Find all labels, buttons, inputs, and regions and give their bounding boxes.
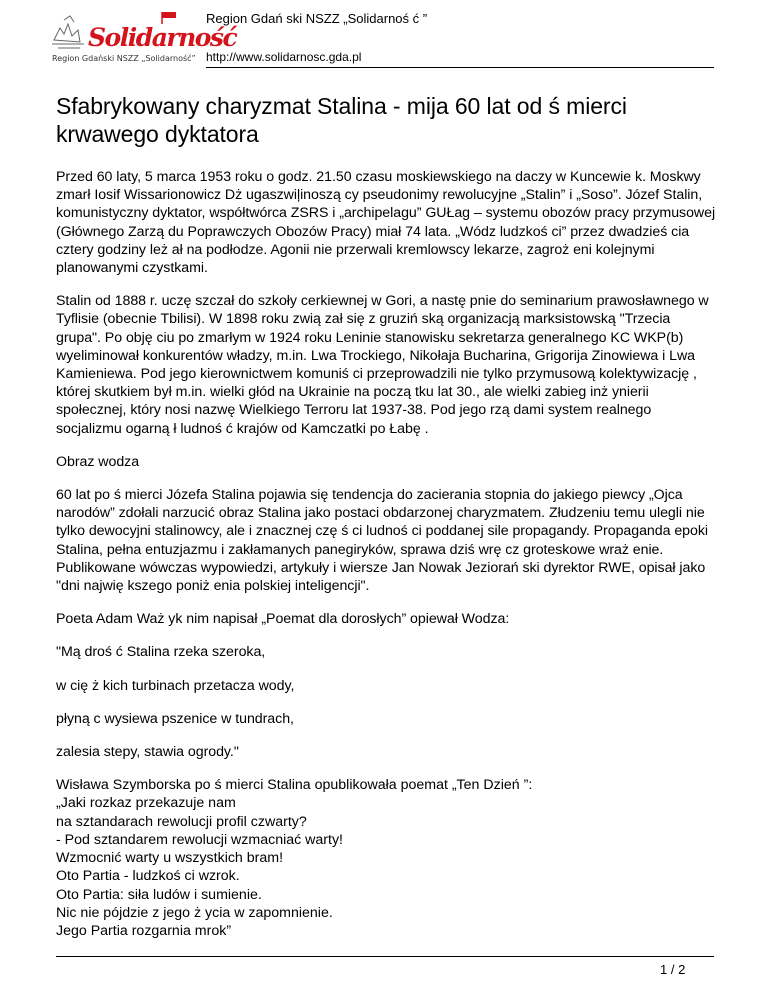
- paragraph: Przed 60 laty, 5 marca 1953 roku o godz. 21.50 czasu moskiewskiego na daczy w Kuncewie k. Moskwy zmarł Iosif Wissarionowicz Dż ugaszwiļinoszą cy pseudonimy rewolucyjne „Stalin” i „Soso”. Józef Stalin, komunistyczny dyktator, współtwórca ZSRS i „archipelagu” GUŁag – systemu obozów pracy przymusowej (Głównego Zarzą du Poprawczych Obozów Pracy) miał 74 lata. „Wódz ludzkoś ci” przez dwadzieś cia cztery godziny leż ał na podłodze. Agonii nie przerwali kremlowscy lekarze, zagroż eni kolejnymi planowanymi czystkami.: [56, 169, 716, 277]
- poem-line: "Mą droś ć Stalina rzeka szeroka,: [56, 644, 266, 661]
- site-url-link[interactable]: http://www.solidarnosc.gda.pl: [206, 50, 362, 64]
- poem-line: Wisława Szymborska po ś mierci Stalina opublikowała poemat „Ten Dzień ”:: [56, 777, 533, 794]
- poem-line: płyną c wysiewa pszenice w tundrach,: [56, 710, 294, 727]
- poem-line: Jego Partia rozgarnia mrok”: [56, 922, 232, 939]
- article-title: Sfabrykowany charyzmat Stalina - mija 60 lat od ś mierci krwawego dyktatora: [56, 93, 627, 147]
- poem-line: Wzmocnić warty u wszystkich bram!: [56, 850, 284, 867]
- poem-line: - Pod sztandarem rewolucji wzmacniać warty!: [56, 831, 343, 848]
- poem-line: Oto Partia: siła ludów i sumienie.: [56, 886, 262, 903]
- page-header: [0, 0, 768, 70]
- emblem-icon: [52, 16, 84, 48]
- page-number: 1 / 2: [660, 962, 686, 977]
- poem-line: na sztandarach rewolucji profil czwarty?: [56, 813, 307, 830]
- site-title: Region Gdań ski NSZZ „Solidarnoś ć ”: [206, 11, 428, 26]
- footer-divider: [56, 956, 714, 957]
- paragraph: Stalin od 1888 r. uczę szczał do szkoły cerkiewnej w Gori, a nastę pnie do seminarium prawosławnego w Tyflisie (obecnie Tbilisi). W 1898 roku zwią zał się z gruziń ską organizacją marksistowską "Trzecia grupa". Po obję ciu po zmarłym w 1924 roku Leninie stanowisku sekretarza generalnego KC WKP(b) wyeliminował konkurentów władzy, m.in. Lwa Trockiego, Nikołaja Bucharina, Grigorija Zinowiewa i Lwa Kamieniewa. Pod jego kierownictwem komuniś ci przeprowadzili nie tylko przymusową kolektywizację , której skutkiem był m.in. wielki głód na Ukrainie na począ tku lat 30., ale wielki zabieg inż ynierii społecznej, który nosi nazwę Wielkiego Terroru lat 1937-38. Pod jego rzą dami system realnego socjalizmu ogarną ł ludnoś ć krajów od Kamczatki po Łabę .: [56, 293, 709, 437]
- logo-subtitle: Region Gdański NSZZ „Solidarność”: [52, 54, 196, 63]
- header-divider: [206, 67, 714, 68]
- poem-line: w cię ż kich turbinach przetacza wody,: [56, 677, 295, 694]
- section-heading: Obraz wodza: [56, 453, 140, 470]
- poem-line: zalesia stepy, stawia ogrody.": [56, 744, 239, 761]
- szymborska-poem: [56, 776, 716, 940]
- poem-line: Oto Partia - ludzkoś ci wzrok.: [56, 868, 240, 885]
- paragraph: 60 lat po ś mierci Józefa Stalina pojawia się tendencja do zacierania stopnia do jakiego piewcy „Ojca narodów” zdołali narzucić obraz Stalina jako postaci obdarzonej charyzmatem. Złudzeniu temu ulegli nie tylko dewocyjni stalinowcy, ale i znacznej czę ś ci ludnoś ci poddanej sile propagandy. Propaganda epoki Stalina, pełna entuzjazmu i zakłamanych panegiryków, sprawa dziś wrę cz groteskowe wraż enie. Publikowane wówczas wypowiedzi, artykuły i wiersze Jan Nowak Jeziorań ski dyrektor RWE, opisał jako "dni najwię kszego poniż enia polskiej inteligencji".: [56, 487, 709, 595]
- logo-wordmark: Solidarność: [88, 23, 237, 52]
- paragraph: Poeta Adam Waż yk nim napisał „Poemat dla dorosłych” opiewał Wodza:: [56, 611, 510, 628]
- poem-line: „Jaki rozkaz przekazuje nam: [56, 795, 236, 812]
- article-body: [56, 92, 716, 940]
- poem-line: Nic nie pójdzie z jego ż ycia w zapomnienie.: [56, 904, 333, 921]
